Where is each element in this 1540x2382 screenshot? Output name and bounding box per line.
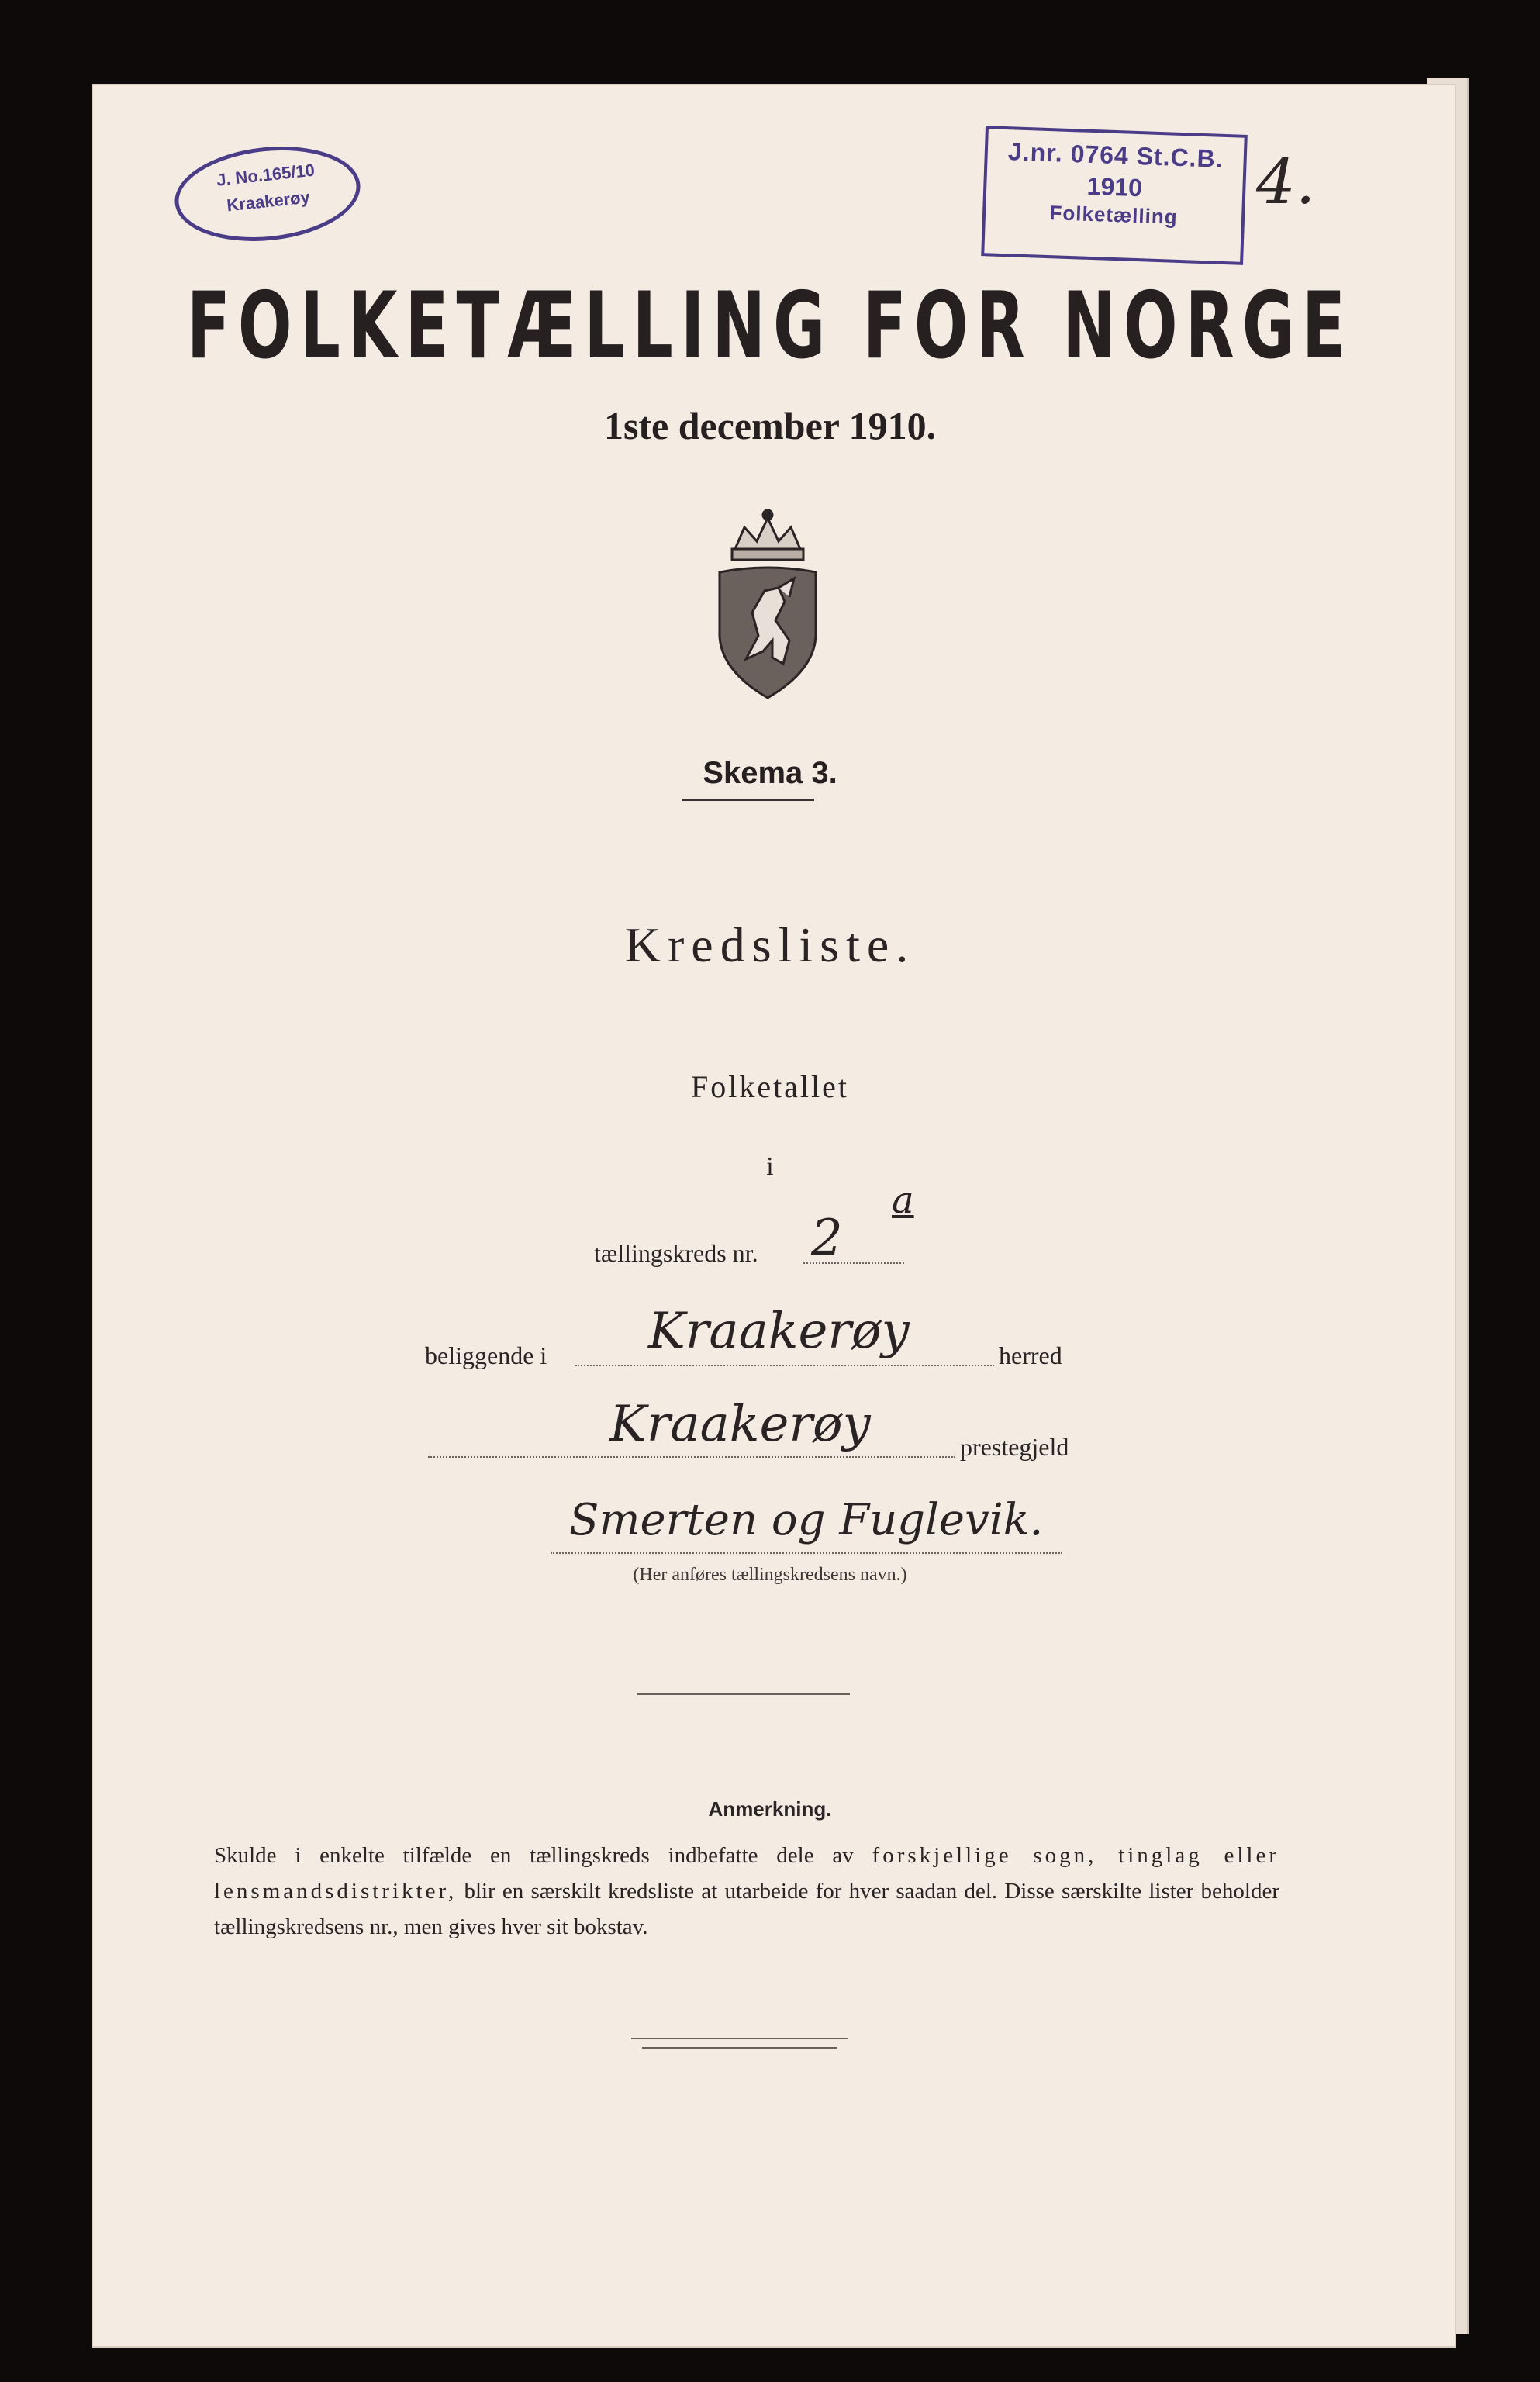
note-text <box>214 1838 1279 1945</box>
herred-line <box>575 1363 994 1366</box>
note-text-spaced: forskjellige sogn, tinglag eller lensmandsdistrikter, <box>214 1843 1280 1904</box>
district-number-label: tællingskreds nr. <box>594 1239 758 1267</box>
margin-handwritten-mark: 4. <box>1256 146 1316 218</box>
census-office-stamp <box>981 126 1248 265</box>
note-text-part1: Skulde i enkelte tilfælde en tællingskreds indbefatte dele av <box>214 1843 854 1868</box>
prestegjeld-value: Kraakerøy <box>609 1396 871 1453</box>
herred-label: herred <box>999 1341 1062 1369</box>
census-stamp-label: Folketælling <box>1049 201 1179 229</box>
separator-rule <box>637 1693 850 1695</box>
note-text-part2: blir en særskilt kredsliste at utarbeide for hver saadan del. Disse særskilte lister beholder tællingskredsens nr., men gives hver sit bokstav. <box>214 1879 1279 1939</box>
located-label: beliggende i <box>425 1341 547 1369</box>
district-number-value: 2 <box>811 1210 843 1267</box>
norwegian-coat-of-arms-icon <box>698 504 837 706</box>
form-preposition: i <box>766 1152 774 1181</box>
district-number-superscript: a <box>892 1179 914 1222</box>
journal-stamp-line2: Kraakerøy <box>226 187 311 216</box>
district-name-value: Smerten og Fuglevik. <box>569 1495 1044 1545</box>
census-stamp-year: 1910 <box>1086 171 1143 202</box>
note-heading: Anmerkning. <box>708 1797 832 1821</box>
district-name-caption: (Her anføres tællingskredsens navn.) <box>633 1565 907 1585</box>
prestegjeld-line <box>428 1455 955 1458</box>
census-stamp-number: J.nr. 0764 St.C.B. <box>1007 137 1224 173</box>
form-title: Kredsliste. <box>624 917 916 972</box>
bottom-rule-2 <box>642 2047 837 2049</box>
schema-label: Skema 3. <box>703 756 837 790</box>
prestegjeld-label: prestegjeld <box>960 1433 1069 1461</box>
page-title: FOLKETÆLLING FOR NORGE <box>186 273 1354 380</box>
form-subtitle: Folketallet <box>690 1069 850 1104</box>
journal-stamp-line1: J. No.165/10 <box>215 160 316 190</box>
schema-underline <box>682 799 814 801</box>
bottom-rule-1 <box>631 2038 848 2039</box>
census-date: 1ste december 1910. <box>603 404 937 447</box>
herred-value: Kraakerøy <box>648 1303 910 1360</box>
district-name-line <box>551 1551 1062 1554</box>
